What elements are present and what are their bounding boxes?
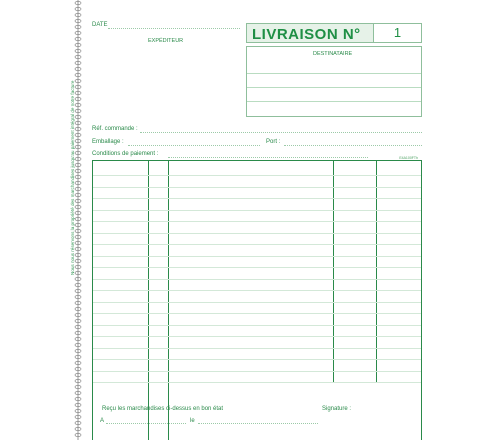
order-ref-line [140, 132, 422, 133]
table-rule [93, 302, 421, 303]
table-rule [93, 325, 421, 326]
on-date-label: le [190, 418, 195, 424]
document-number: 1 [393, 25, 402, 40]
table-rule [93, 198, 421, 199]
table-rule [93, 221, 421, 222]
spiral-binding [74, 0, 82, 440]
ownership-note: Nous nous réservons la propriété des marchandises jusqu'au paiement intégral de notre facture [70, 80, 75, 275]
table-rule [93, 336, 421, 337]
recipient-line [247, 87, 421, 88]
table-rule [93, 267, 421, 268]
table-rule [93, 175, 421, 176]
table-rule [93, 348, 421, 349]
on-date-line [198, 423, 318, 424]
column-divider [148, 161, 149, 440]
delivery-note-sheet [70, 0, 432, 440]
at-line [106, 423, 186, 424]
table-rule [93, 359, 421, 360]
table-rule [93, 371, 421, 372]
table-rule [93, 210, 421, 211]
table-rule [93, 187, 421, 188]
sender-label: EXPÉDITEUR [148, 38, 184, 44]
order-ref-label: Réf. commande : [92, 126, 138, 132]
received-text: Reçu les marchandises ci-dessus en bon état [102, 406, 224, 412]
number-box [373, 24, 421, 42]
date-label: DATE [92, 22, 108, 28]
port-label: Port : [266, 139, 281, 145]
recipient-label: DESTINATAIRE [313, 51, 353, 57]
title-band [246, 23, 422, 43]
port-line [284, 145, 422, 146]
packaging-line [128, 145, 260, 146]
column-divider [168, 161, 169, 440]
payment-terms-line [168, 157, 368, 158]
column-divider [376, 161, 377, 383]
recipient-box [246, 46, 422, 117]
recipient-line [247, 101, 421, 102]
items-table [92, 160, 422, 440]
table-rule [93, 244, 421, 245]
at-label: A [100, 418, 105, 424]
table-rule [93, 256, 421, 257]
table-rule [93, 290, 421, 291]
table-rule [93, 279, 421, 280]
recipient-line [247, 73, 421, 74]
payment-terms-label: Conditions de paiement : [92, 151, 159, 157]
table-rule [93, 382, 421, 383]
table-rule [93, 313, 421, 314]
table-rule [93, 233, 421, 234]
signature-label: Signature : [322, 406, 352, 412]
packaging-label: Emballage : [92, 139, 124, 145]
form-code: E4A100FTh [399, 156, 418, 160]
column-divider [333, 161, 334, 383]
document-title: LIVRAISON N° [252, 26, 361, 43]
